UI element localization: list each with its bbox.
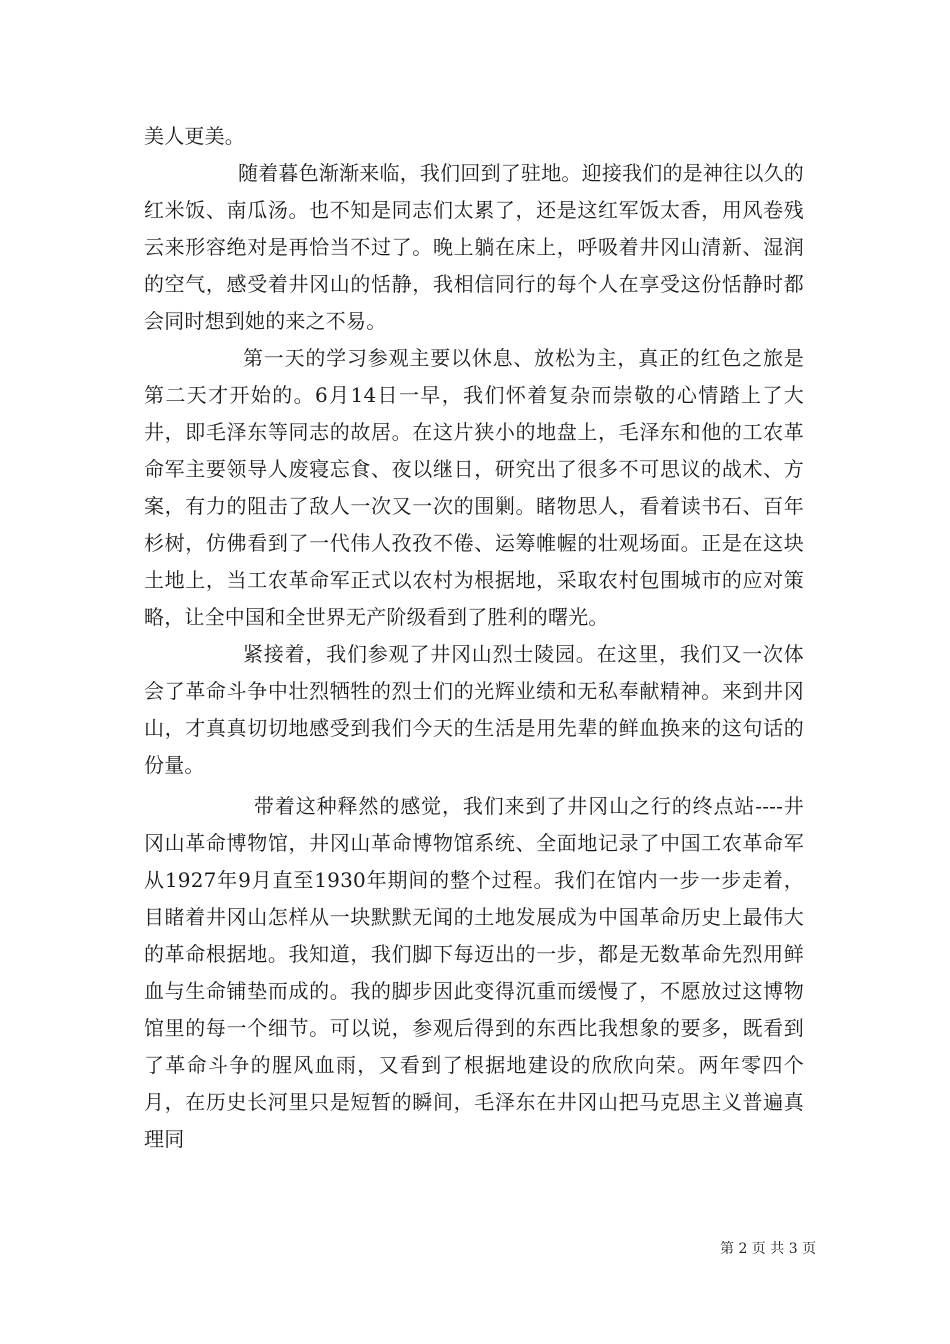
page-number-footer: 第 2 页 共 3 页 bbox=[720, 1241, 817, 1257]
paragraph-2: 随着暮色渐渐来临，我们回到了驻地。迎接我们的是神往以久的红米饭、南瓜汤。也不知是同志们太累了，还是这红军饭太香，用风卷残云来形容绝对是再恰当不过了。晚上躺在床上，呼吸着井冈山清新、湿润的空气，感受着井冈山的恬静，我相信同行的每个人在享受这份恬静时都会同时想到她的来之不易。 bbox=[144, 161, 804, 333]
paragraph-5: 带着这种释然的感觉，我们来到了井冈山之行的终点站----井冈山革命博物馆，井冈山革命博物馆系统、全面地记录了中国工农革命军从1927年9月直至1930年期间的整个过程。我们在馆内一步一步走着，目睹着井冈山怎样从一块默默无闻的土地发展成为中国革命历史上最伟大的革命根据地。我知道，我们脚下每迈出的一步，都是无数革命先烈用鲜血与生命铺垫而成的。我的脚步因此变得沉重而缓慢了，不愿放过这博物馆里的每一个细节。可以说，参观后得到的东西比我想象的要多，既看到了革命斗争的腥风血雨，又看到了根据地建设的欣欣向荣。两年零四个月，在历史长河里只是短暂的瞬间，毛泽东在井冈山把马克思主义普遍真理同 bbox=[144, 794, 804, 1151]
paragraph-1: 美人更美。 bbox=[144, 124, 245, 148]
paragraph-4: 紧接着，我们参观了井冈山烈士陵园。在这里，我们又一次体会了革命斗争中壮烈牺牲的烈士们的光辉业绩和无私奉献精神。来到井冈山，才真真切切地感受到我们今天的生活是用先辈的鲜血换来的这句话的份量。 bbox=[144, 642, 804, 777]
body-text bbox=[144, 118, 804, 1158]
paragraph-3: 第一天的学习参观主要以休息、放松为主，真正的红色之旅是第二天才开始的。6月14日一早，我们怀着复杂而崇敬的心情踏上了大井，即毛泽东等同志的故居。在这片狭小的地盘上，毛泽东和他的工农革命军主要领导人废寝忘食、夜以继日，研究出了很多不可思议的战术、方案，有力的阻击了敌人一次又一次的围剿。睹物思人，看着读书石、百年杉树，仿佛看到了一代伟人孜孜不倦、运筹帷幄的壮观场面。正是在这块土地上，当工农革命军正式以农村为根据地，采取农村包围城市的应对策略，让全中国和全世界无产阶级看到了胜利的曙光。 bbox=[144, 346, 804, 629]
